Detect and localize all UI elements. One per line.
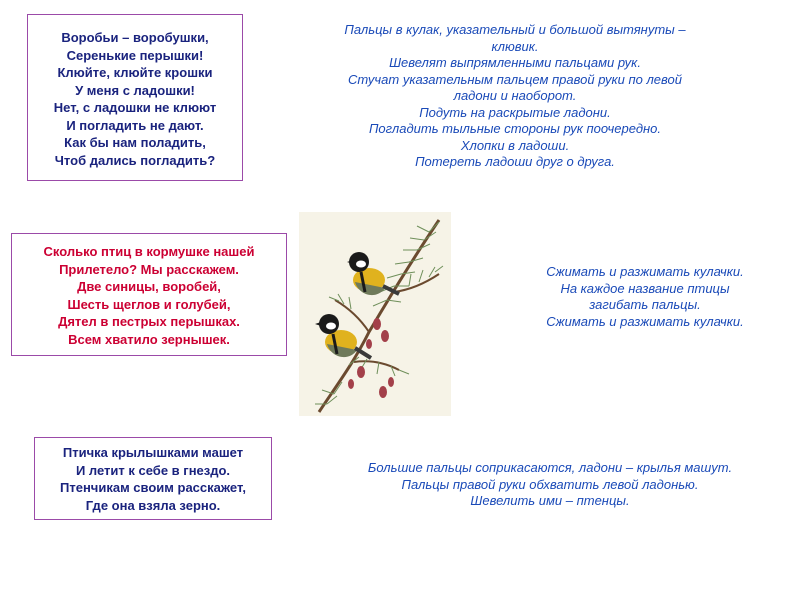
poem-line: Прилетело? Мы расскажем. xyxy=(59,261,239,277)
poem-line: Шесть щеглов и голубей, xyxy=(67,296,231,312)
instruction-line: Большие пальцы соприкасаются, ладони – крылья машут. xyxy=(367,460,733,475)
instruction-line: Шевелят выпрямленными пальцами рук. xyxy=(389,55,641,70)
poem-line: Где она взяла зерно. xyxy=(85,497,221,513)
lower-tit-bird xyxy=(315,314,371,358)
instruction-line: Подуть на раскрытые ладони. xyxy=(419,104,611,120)
instruction-line: Сжимать и разжимать кулачки. xyxy=(546,313,744,329)
poem-line: У меня с ладошки! xyxy=(75,82,195,98)
poem-line: Две синицы, воробей, xyxy=(77,279,221,294)
instruction-line: Пальцы правой руки обхватить левой ладонью. xyxy=(401,476,699,492)
poem-line: Клюйте, клюйте крошки xyxy=(57,65,213,80)
poem-line: Птичка крылышками машет xyxy=(62,445,244,460)
poem-line: Птенчикам своим расскажет, xyxy=(60,480,246,495)
poem-line: И летит к себе в гнездо. xyxy=(75,462,231,478)
instructions-feeder xyxy=(510,264,780,330)
tits-on-pine-branch-illustration xyxy=(299,212,451,416)
poem-line: Всем хватило зернышек. xyxy=(68,331,230,347)
instruction-line: Потереть ладоши друг о друга. xyxy=(415,154,615,169)
instruction-line: клювик. xyxy=(491,38,539,54)
instruction-line: Сжимать и разжимать кулачки. xyxy=(546,264,744,279)
instructions-little-bird xyxy=(320,460,780,510)
instruction-line: Пальцы в кулак, указательный и большой вытянуты – xyxy=(344,22,686,37)
poem-line: Чтоб дались погладить? xyxy=(54,152,216,168)
instructions-sparrows xyxy=(300,22,730,171)
poem-box-feeder xyxy=(11,233,287,356)
upper-tit-bird xyxy=(347,252,399,295)
poem-box-little-bird xyxy=(34,437,272,520)
instruction-line: Хлопки в ладоши. xyxy=(460,137,570,153)
poem-line: Сколько птиц в кормушке нашей xyxy=(43,244,255,259)
instruction-line: На каждое название птицы xyxy=(560,280,730,296)
poem-box-sparrows xyxy=(27,14,243,181)
instruction-line: Шевелить ими – птенцы. xyxy=(470,493,630,508)
instruction-line: ладони и наоборот. xyxy=(453,88,577,103)
poem-line: Воробьи – воробушки, xyxy=(61,30,209,45)
poem-line: Серенькие перышки! xyxy=(66,47,204,63)
poem-line: Дятел в пестрых перышках. xyxy=(58,314,240,329)
poem-line: И погладить не дают. xyxy=(66,117,204,133)
instruction-line: загибать пальцы. xyxy=(589,297,701,312)
bird-illustration-svg xyxy=(299,212,451,416)
instruction-line: Погладить тыльные стороны рук поочередно. xyxy=(368,121,662,136)
instruction-line: Стучат указательным пальцем правой руки по левой xyxy=(347,71,682,87)
poem-line: Нет, с ладошки не клюют xyxy=(53,100,217,115)
poem-line: Как бы нам поладить, xyxy=(64,135,206,150)
